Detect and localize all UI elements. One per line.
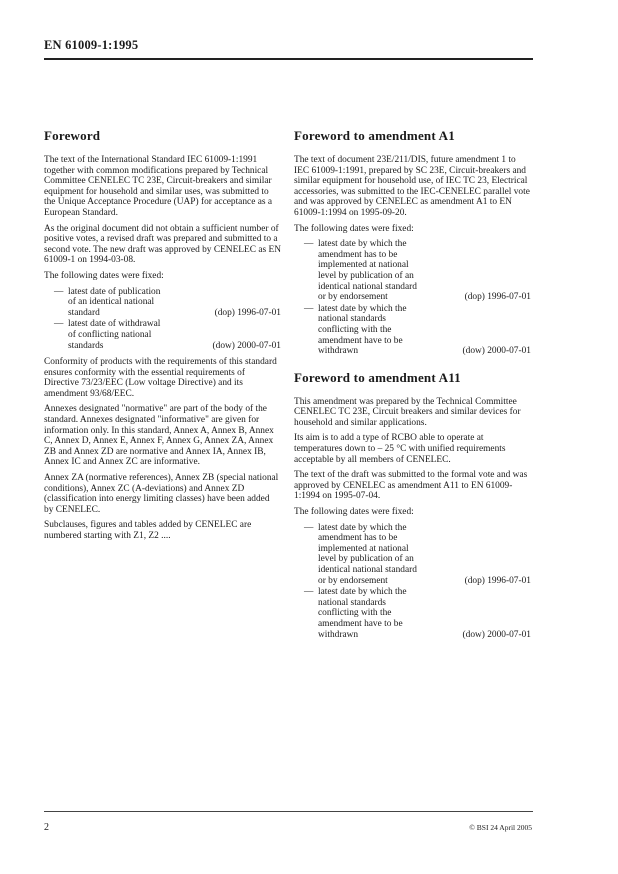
dates-intro: The following dates were fixed: <box>44 270 164 281</box>
list-item <box>304 304 531 357</box>
list-text: latest date of publication <box>68 286 161 297</box>
foreword-heading: Foreword <box>44 128 101 143</box>
foreword-paragraph: As the original document did not obtain a sufficient number of positive votes, a revised draft was prepared and submitted to a second vote. The new draft was approved by CENELEC as EN 61009-1 on 1994-03-08. <box>44 223 282 266</box>
date-code: (dow) 2000-07-01 <box>462 629 531 640</box>
dates-intro: The following dates were fixed: <box>294 223 414 234</box>
list-text: of conflicting national <box>68 329 152 340</box>
list-text: conflicting with the <box>318 608 392 619</box>
dash-bullet: — <box>304 239 314 250</box>
list-text: latest date of withdrawal <box>68 319 161 330</box>
list-item <box>54 319 281 351</box>
date-code: (dop) 1996-07-01 <box>214 307 281 318</box>
list-text: or by endorsement <box>318 292 388 303</box>
list-text: implemented at national <box>318 260 409 271</box>
list-text: of an identical national <box>68 297 155 308</box>
list-item <box>304 239 531 303</box>
date-code: (dow) 2000-07-01 <box>212 340 281 351</box>
foreword-paragraph: Conformity of products with the requirements of this standard ensures conformity with the essential requirements of Directive 73/23/EEC (Low voltage Directive) and its amendment 93/68/EEC. <box>44 357 277 399</box>
copyright-notice: © BSI 24 April 2005 <box>469 823 532 832</box>
foreword-paragraph: Annexes designated "normative" are part of the body of the standard. Annexes designated "informative" are given for information only. In this standard, Annex A, Annex B, Annex C, Annex D, Annex E, Annex F, Annex G, Annex ZA, Annex ZB and Annex ZD are normative and Annex IA, Annex IB, Annex IC and Annex ZC are informative. <box>44 404 274 468</box>
list-text: latest date by which the <box>318 522 407 533</box>
dash-bullet: — <box>304 522 314 533</box>
list-text: withdrawn <box>318 629 359 640</box>
list-text: standards <box>68 340 104 351</box>
list-text: identical national standard <box>318 281 417 292</box>
foreword-paragraph: Annex ZA (normative references), Annex ZB (special national conditions), Annex ZC (A-deviations) and Annex ZD (classification into energy limiting classes) have been added by CENELEC. <box>44 473 279 515</box>
list-text: withdrawn <box>318 346 359 357</box>
list-text: amendment has to be <box>318 533 398 544</box>
dates-list <box>44 287 281 352</box>
list-text: level by publication of an <box>318 554 414 565</box>
list-text: amendment have to be <box>318 618 403 629</box>
list-text: latest date by which the <box>318 239 407 250</box>
dash-bullet: — <box>304 303 314 314</box>
list-text: amendment has to be <box>318 249 398 260</box>
list-text: national standards <box>318 314 386 325</box>
list-text: or by endorsement <box>318 575 388 586</box>
list-text: implemented at national <box>318 543 409 554</box>
amendment-paragraph: The text of document 23E/211/DIS, future amendment 1 to IEC 61009-1:1991, prepared by SC 23E, Circuit-breakers and similar equipment for household use, of IEC TC 23, Electrical accessories, was submitted to the IEC-CENELEC parallel vote and was approved by CENELEC as amendment A1 to EN 61009-1:1994 on 1995-09-20. <box>294 155 530 218</box>
amendment-a1-heading: Foreword to amendment A1 <box>294 128 455 143</box>
list-text: level by publication of an <box>318 270 414 281</box>
amendment-paragraph: The text of the draft was submitted to the formal vote and was approved by CENELEC as amendment A11 to EN 61009-1:1994 on 1995-07-04. <box>294 470 528 502</box>
dash-bullet: — <box>54 319 64 330</box>
list-text: latest date by which the <box>318 303 407 314</box>
list-text: conflicting with the <box>318 324 392 335</box>
list-item <box>54 287 281 319</box>
page-number: 2 <box>44 822 49 833</box>
list-text: standard <box>68 307 100 318</box>
document-id: EN 61009-1:1995 <box>44 38 139 52</box>
list-text: national standards <box>318 597 386 608</box>
list-item <box>304 523 531 587</box>
footer-rule <box>44 811 533 812</box>
foreword-paragraph: Subclauses, figures and tables added by CENELEC are numbered starting with Z1, Z2 .... <box>44 520 252 541</box>
amendment-paragraph: Its aim is to add a type of RCBO able to operate at temperatures down to – 25 °C with unified requirements acceptable by all members of CENELEC. <box>294 433 506 465</box>
list-text: amendment have to be <box>318 335 403 346</box>
left-column <box>44 128 281 547</box>
date-code: (dow) 2000-07-01 <box>462 346 531 357</box>
right-column <box>294 128 531 646</box>
dash-bullet: — <box>54 286 64 297</box>
list-item <box>304 587 531 640</box>
amendment-paragraph: This amendment was prepared by the Technical Committee CENELEC TC 23E, Circuit breakers and similar devices for household and similar applications. <box>294 396 521 428</box>
dates-list <box>294 239 531 357</box>
date-code: (dop) 1996-07-01 <box>464 292 531 303</box>
list-text: latest date by which the <box>318 587 407 598</box>
dates-list <box>294 523 531 641</box>
foreword-paragraph: The text of the International Standard IEC 61009-1:1991 together with common modifications prepared by Technical Committee CENELEC TC 23E, Circuit-breakers and similar equipment for household and similar uses, was submitted to the Unique Acceptance Procedure (UAP) for acceptance as a European Standard. <box>44 155 273 218</box>
dash-bullet: — <box>304 587 314 598</box>
date-code: (dop) 1996-07-01 <box>464 575 531 586</box>
list-text: identical national standard <box>318 565 417 575</box>
amendment-a11-heading: Foreword to amendment A11 <box>294 369 461 385</box>
dates-intro: The following dates were fixed: <box>294 507 414 518</box>
header-rule <box>44 58 533 60</box>
